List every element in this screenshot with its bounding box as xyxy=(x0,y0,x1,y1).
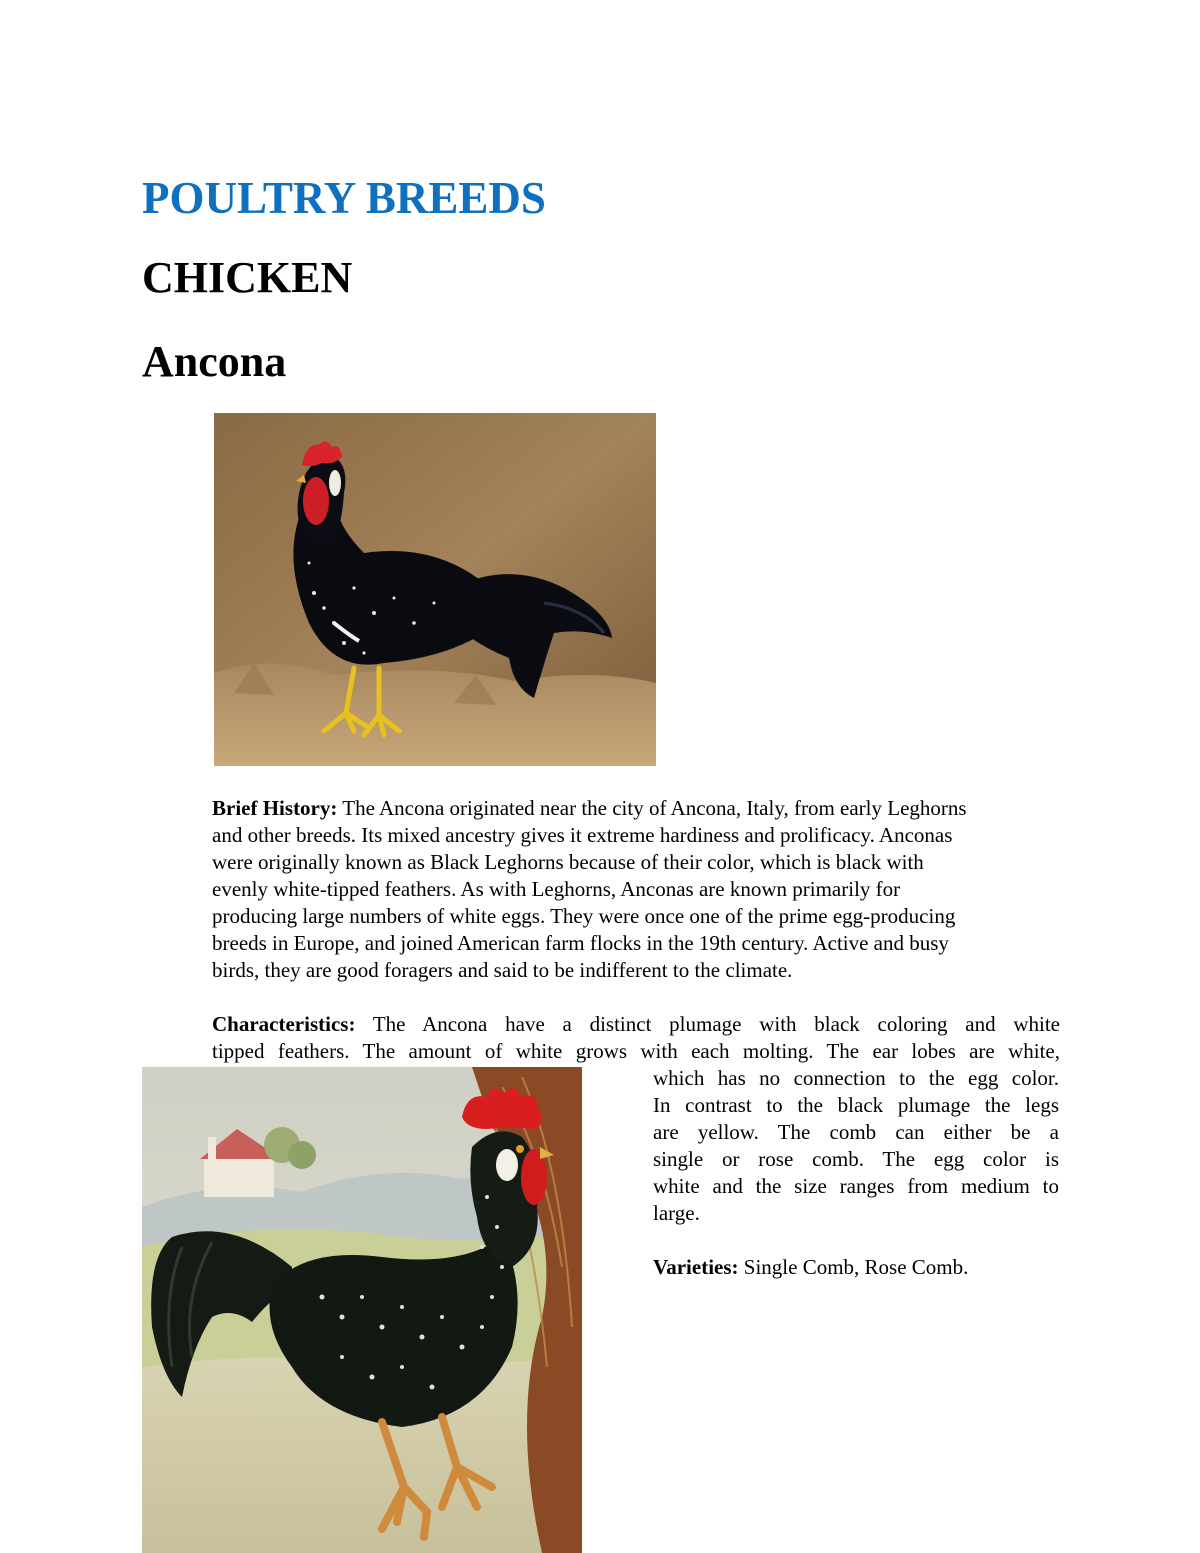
history-line: were originally known as Black Leghorns because of their color, which is black with xyxy=(212,850,924,874)
characteristics-paragraph xyxy=(212,1011,1060,1065)
history-line: evenly white-tipped feathers. As with Leghorns, Anconas are known primarily for xyxy=(212,877,901,901)
history-line: producing large numbers of white eggs. They were once one of the prime egg-producing xyxy=(212,904,956,928)
history-line: birds, they are good foragers and said to be indifferent to the climate. xyxy=(212,958,793,982)
ancona-rooster-illustration xyxy=(142,1067,582,1553)
characteristics-line: are yellow. The comb can either be a xyxy=(653,1120,1059,1144)
characteristics-line: single or rose comb. The egg color is xyxy=(653,1147,1059,1171)
characteristics-line: white and the size ranges from medium to xyxy=(653,1174,1059,1198)
page-title: POULTRY BREEDS xyxy=(142,173,546,223)
varieties-text: Single Comb, Rose Comb. xyxy=(738,1255,969,1279)
characteristics-line: In contrast to the black plumage the legs xyxy=(653,1093,1059,1117)
characteristics-label: Characteristics: xyxy=(212,1012,356,1036)
characteristics-line: The Ancona have a distinct plumage with black coloring and white xyxy=(355,1012,1060,1036)
characteristics-line: large. xyxy=(653,1201,700,1225)
ancona-rooster-photo xyxy=(214,413,656,766)
characteristics-line: which has no connection to the egg color. xyxy=(653,1066,1059,1090)
section-title: CHICKEN xyxy=(142,253,353,302)
breed-title: Ancona xyxy=(142,337,287,386)
characteristics-continuation xyxy=(653,1065,1059,1227)
varieties-paragraph xyxy=(653,1254,1059,1281)
varieties-label: Varieties: xyxy=(653,1255,739,1279)
history-line: and other breeds. Its mixed ancestry gives it extreme hardiness and prolificacy. Anconas xyxy=(212,823,953,847)
brief-history-paragraph xyxy=(212,795,1062,984)
history-line: The Ancona originated near the city of Ancona, Italy, from early Leghorns xyxy=(337,796,967,820)
characteristics-line: tipped feathers. The amount of white grows with each molting. The ear lobes are white, xyxy=(212,1039,1060,1063)
brief-history-label: Brief History: xyxy=(212,796,338,820)
history-line: breeds in Europe, and joined American farm flocks in the 19th century. Active and busy xyxy=(212,931,949,955)
